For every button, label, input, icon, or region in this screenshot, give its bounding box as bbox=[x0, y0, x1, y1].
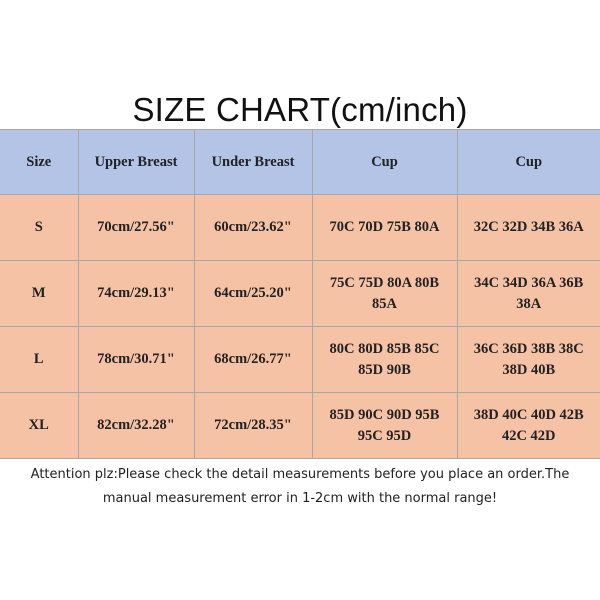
table-row bbox=[0, 261, 600, 327]
size-cell: XL bbox=[0, 393, 78, 459]
size-cell: M bbox=[0, 261, 78, 327]
header-size: Size bbox=[0, 130, 78, 195]
cup-eu-cell: 70C 70D 75B 80A bbox=[312, 195, 457, 261]
upper-breast-cell: 74cm/29.13" bbox=[78, 261, 194, 327]
cup-eu-cell: 80C 80D 85B 85C 85D 90B bbox=[312, 327, 457, 393]
table-row bbox=[0, 327, 600, 393]
attention-note: Attention plz:Please check the detail measurements before you place an order.The manual measurement error in 1-2cm with the normal range! bbox=[30, 467, 570, 506]
upper-breast-cell: 82cm/32.28" bbox=[78, 393, 194, 459]
cup-eu-cell: 85D 90C 90D 95B 95C 95D bbox=[312, 393, 457, 459]
cup-us-cell: 32C 32D 34B 36A bbox=[457, 195, 600, 261]
cup-us-cell: 34C 34D 36A 36B 38A bbox=[457, 261, 600, 327]
table-row bbox=[0, 195, 600, 261]
under-breast-cell: 68cm/26.77" bbox=[194, 327, 312, 393]
header-under-breast: Under Breast bbox=[194, 130, 312, 195]
size-cell: L bbox=[0, 327, 78, 393]
under-breast-cell: 60cm/23.62" bbox=[194, 195, 312, 261]
chart-title: SIZE CHART(cm/inch) bbox=[132, 91, 468, 128]
cup-eu-cell: 75C 75D 80A 80B 85A bbox=[312, 261, 457, 327]
table-row bbox=[0, 393, 600, 459]
upper-breast-cell: 70cm/27.56" bbox=[78, 195, 194, 261]
header-cup-eu: Cup bbox=[312, 130, 457, 195]
header-cup-us: Cup bbox=[457, 130, 600, 195]
under-breast-cell: 64cm/25.20" bbox=[194, 261, 312, 327]
header-row bbox=[0, 130, 600, 195]
size-chart-table bbox=[0, 129, 600, 459]
header-upper-breast: Upper Breast bbox=[78, 130, 194, 195]
under-breast-cell: 72cm/28.35" bbox=[194, 393, 312, 459]
cup-us-cell: 38D 40C 40D 42B 42C 42D bbox=[457, 393, 600, 459]
upper-breast-cell: 78cm/30.71" bbox=[78, 327, 194, 393]
cup-us-cell: 36C 36D 38B 38C 38D 40B bbox=[457, 327, 600, 393]
size-cell: S bbox=[0, 195, 78, 261]
